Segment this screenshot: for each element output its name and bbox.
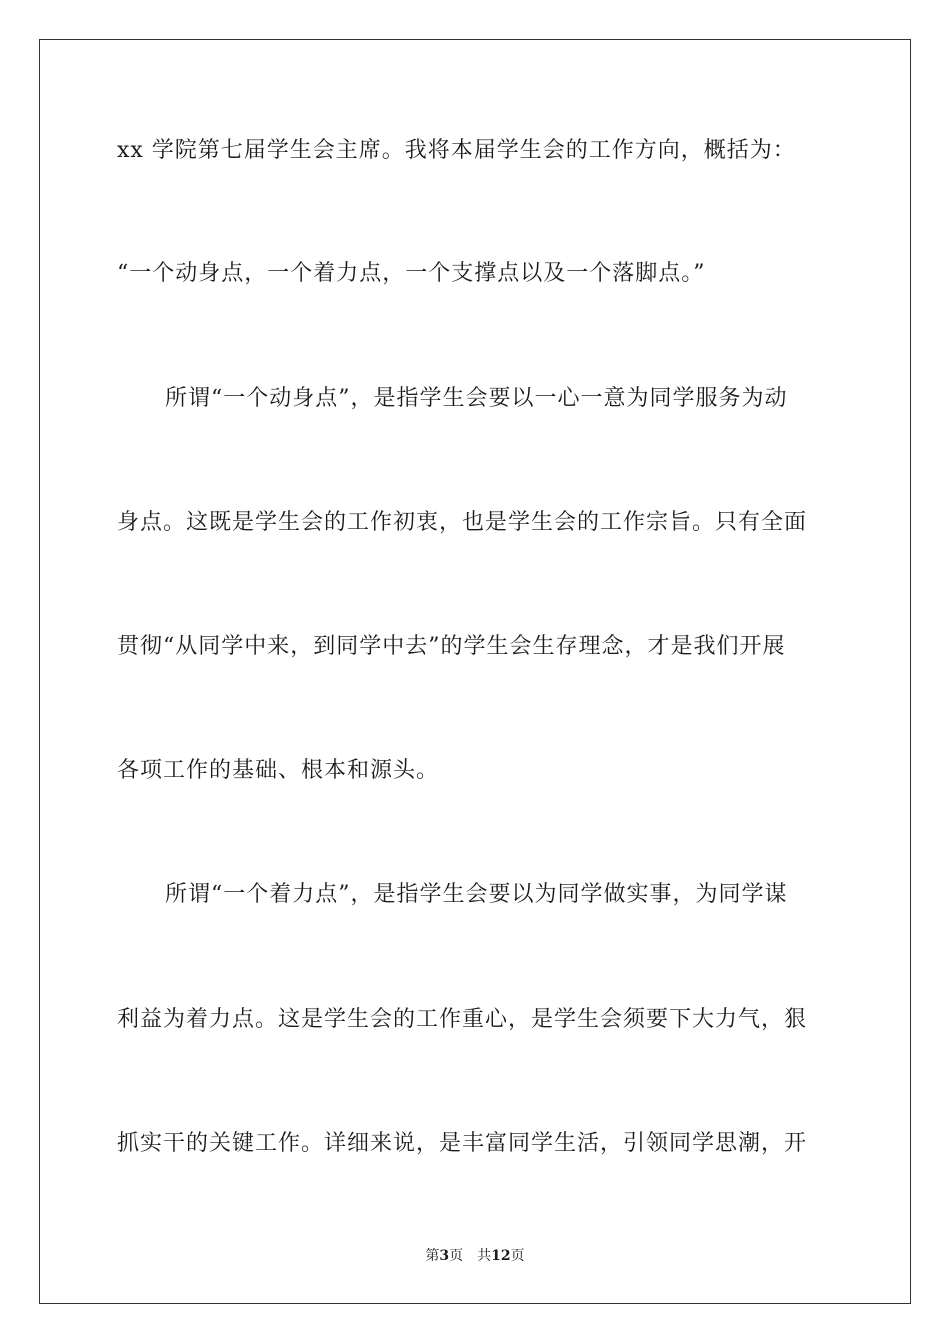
- paragraph-start-line-7: 所谓“一个着力点”，是指学生会要以为同学做实事，为同学谋: [165, 882, 788, 907]
- text-line-4: 身点。这既是学生会的工作初衷，也是学生会的工作宗旨。只有全面: [117, 510, 808, 535]
- text-line-2: “一个动身点，一个着力点，一个支撑点以及一个落脚点。”: [117, 261, 706, 286]
- footer-page-prefix: 第: [425, 1248, 440, 1264]
- paragraph-start-line-3: 所谓“一个动身点”，是指学生会要以一心一意为同学服务为动: [165, 386, 788, 411]
- page-border: [39, 39, 911, 1304]
- footer-total-pages: 12: [491, 1248, 511, 1264]
- footer-total-prefix: 共: [477, 1248, 492, 1264]
- text-line-1: xx 学院第七届学生会主席。我将本届学生会的工作方向，概括为：: [117, 138, 796, 163]
- footer-total-suffix: 页: [510, 1248, 525, 1264]
- text-line-8: 利益为着力点。这是学生会的工作重心，是学生会须要下大力气，狠: [117, 1007, 808, 1032]
- page-footer: [0, 1247, 950, 1265]
- footer-page-number: 3: [439, 1248, 450, 1264]
- footer-page-suffix: 页: [449, 1248, 464, 1264]
- text-line-9: 抓实干的关键工作。详细来说，是丰富同学生活，引领同学思潮，开: [117, 1131, 808, 1156]
- text-line-5: 贯彻“从同学中来，到同学中去”的学生会生存理念，才是我们开展: [117, 634, 786, 659]
- text-line-6: 各项工作的基础、根本和源头。: [117, 758, 440, 783]
